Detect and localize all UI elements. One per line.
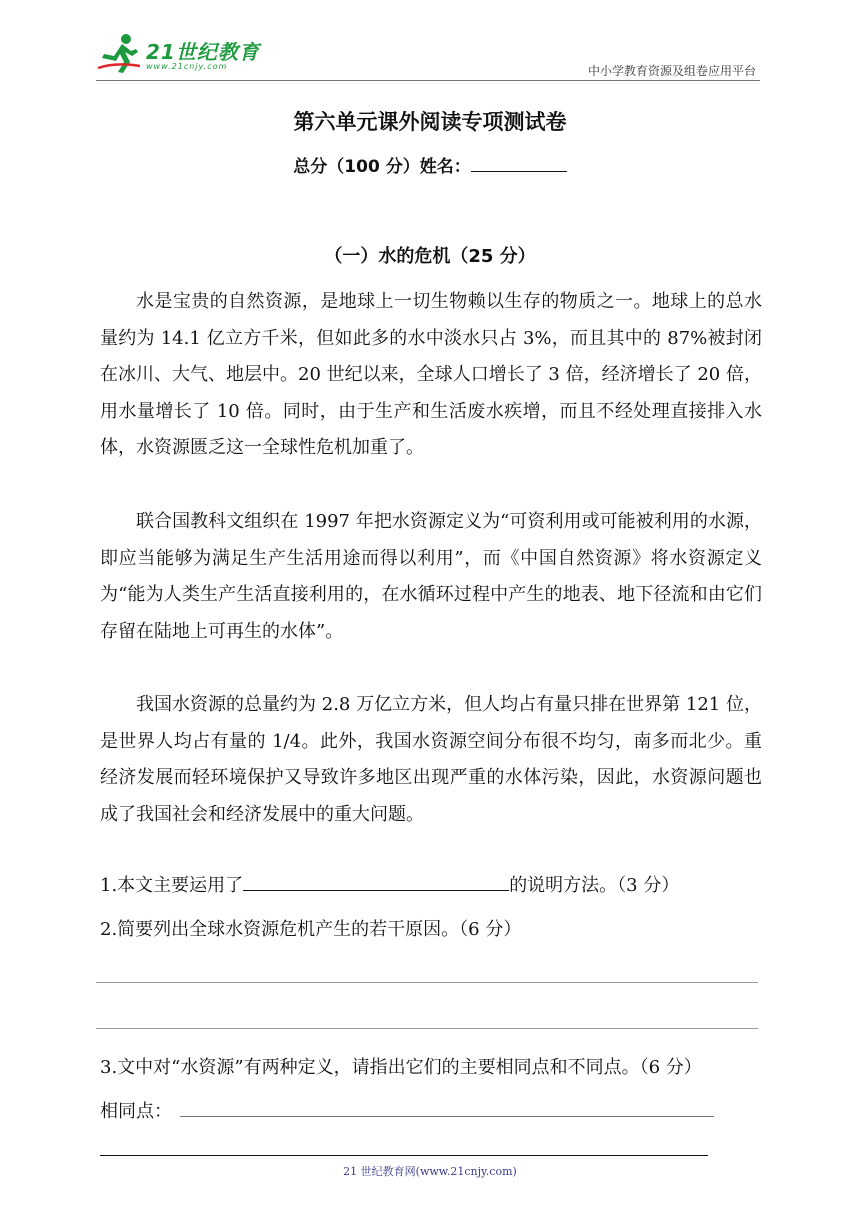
question-3-similarity xyxy=(100,1094,714,1130)
section-title: （一）水的危机（25 分） xyxy=(324,246,536,267)
platform-name: 中小学教育资源及组卷应用平台 xyxy=(587,64,756,78)
site-logo[interactable] xyxy=(96,30,276,78)
question-2-answer-line-2[interactable] xyxy=(96,1028,758,1029)
paragraph-3: 我国水资源的总量约为 2.8 万亿立方米，但人均占有量只排在世界第 121 位，是世界人均占有量的 1/4。此外，我国水资源空间分布很不均匀，南多而北少。重经济发展而轻环境保护又导致许多地区出现严重的水体污染，因此，水资源问题也成了我国社会和经济发展中的重大问题。 xyxy=(100,694,762,825)
paragraph-1: 水是宝贵的自然资源，是地球上一切生物赖以生存的物质之一。地球上的总水量约为 14.1 亿立方千米，但如此多的水中淡水只占 3%，而且其中的 87%被封闭在冰川、大气、地层中。20 世纪以来，全球人口增长了 3 倍，经济增长了 20 倍，用水量增长了 10 倍。同时，由于生产和生活废水疾增，而且不经处理直接排入水体，水资源匮乏这一全球性危机加重了。 xyxy=(100,291,762,458)
name-blank[interactable] xyxy=(471,157,567,172)
similarity-label: 相同点： xyxy=(100,1101,172,1122)
question-1-answer-blank[interactable] xyxy=(243,872,509,891)
logo-brand-text: 21世纪教育 xyxy=(146,40,260,64)
score-name-line xyxy=(0,152,860,177)
paragraph-2: 联合国教科文组织在 1997 年把水资源定义为“可资利用或可能被利用的水源，即应当能够为满足生产生活用途而得以利用”，而《中国自然资源》将水资源定义为“能为人类生产生活直接利用的，在水循环过程中产生的地表、地下径流和由它们存留在陆地上可再生的水体”。 xyxy=(100,511,762,642)
footer-divider xyxy=(100,1155,708,1156)
question-2: 2.简要列出全球水资源危机产生的若干原因。（6 分） xyxy=(100,919,522,940)
question-1-suffix: 的说明方法。（3 分） xyxy=(509,875,680,896)
question-1 xyxy=(100,868,679,904)
similarity-answer-blank[interactable] xyxy=(180,1098,714,1117)
question-3: 3.文中对“水资源”有两种定义，请指出它们的主要相同点和不同点。（6 分） xyxy=(100,1057,702,1078)
logo-url-text: www.21cnjy.com xyxy=(146,62,228,71)
footer-text[interactable]: 21 世纪教育网(www.21cnjy.com) xyxy=(343,1165,517,1178)
document-title: 第六单元课外阅读专项测试卷 xyxy=(293,110,567,134)
page-header xyxy=(96,30,760,82)
runner-logo-icon xyxy=(96,32,144,76)
score-label: 总分（100 分）姓名： xyxy=(293,157,471,177)
question-1-prefix: 1.本文主要运用了 xyxy=(100,875,244,896)
question-2-answer-line-1[interactable] xyxy=(96,982,758,983)
header-divider xyxy=(96,80,760,81)
